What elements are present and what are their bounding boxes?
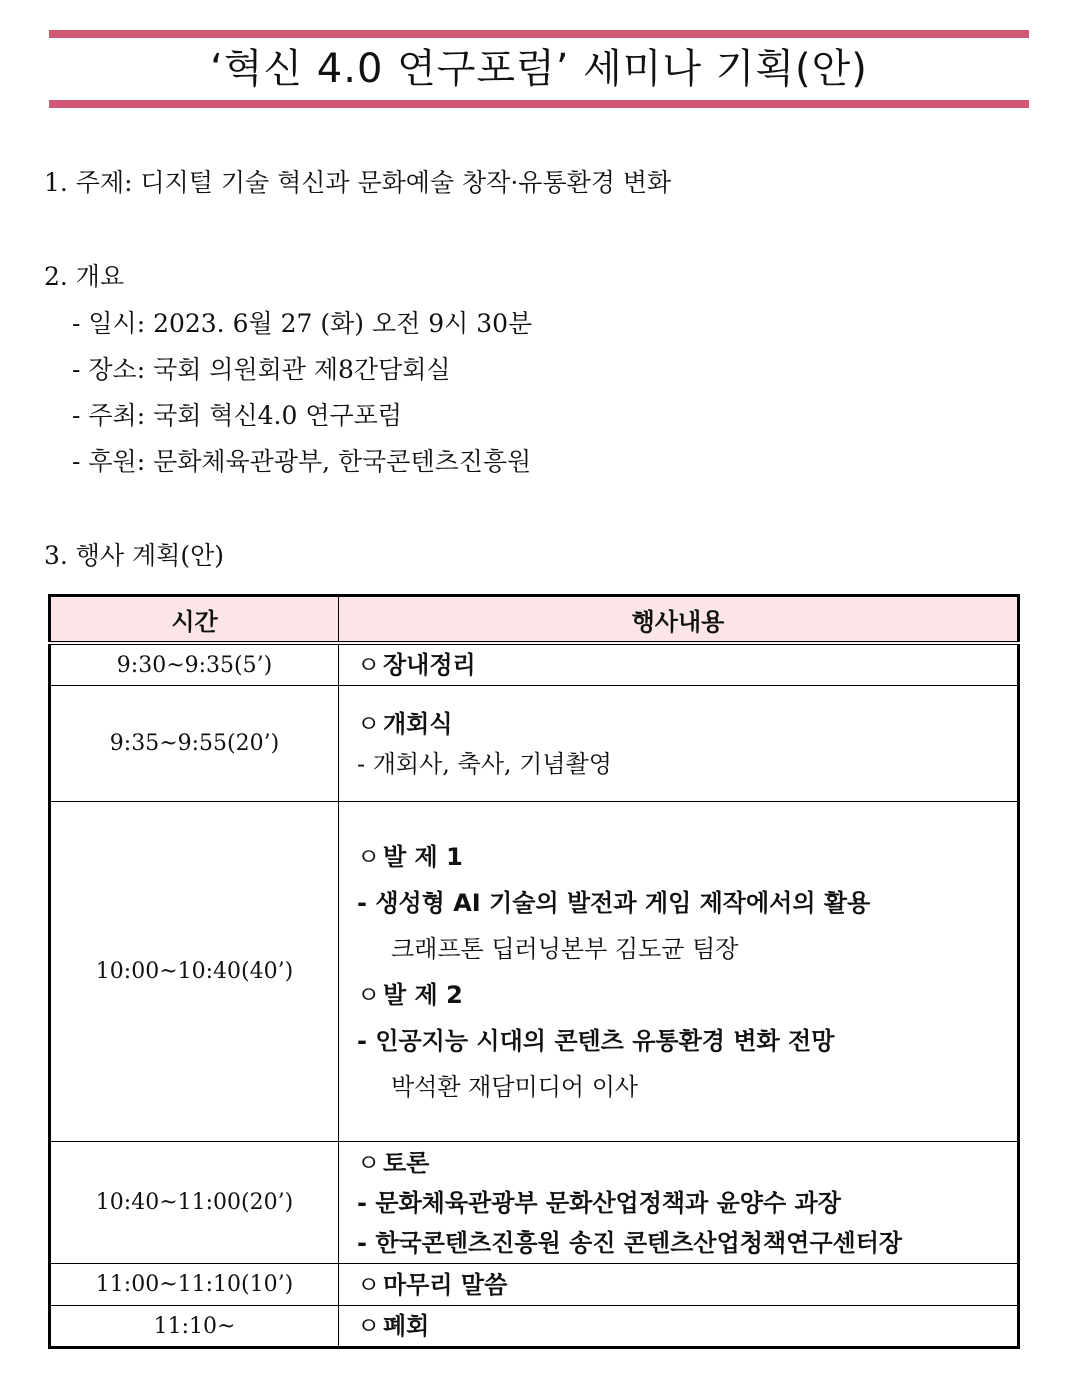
overview-item-venue: - 장소: 국회 의원회관 제8간담회실	[72, 355, 451, 384]
section-topic: 1. 주제: 디지털 기술 혁신과 문화예술 창작·유통환경 변화	[44, 168, 672, 197]
content-line: 폐회	[383, 1312, 430, 1340]
circle-bullet-icon: ㅇ	[357, 1148, 381, 1177]
content-line: 마무리 말씀	[383, 1270, 508, 1299]
document-title: ‘혁신 4.0 연구포럼’ 세미나 기획(안)	[210, 46, 868, 92]
row-time: 11:10~	[50, 1306, 339, 1348]
circle-bullet-icon: ㅇ	[357, 842, 381, 871]
content-line: 크래프톤 딥러닝본부 김도균 팀장	[391, 934, 739, 963]
header-time: 시간	[50, 596, 339, 644]
row-content	[339, 643, 1019, 686]
circle-bullet-icon: ㅇ	[357, 1312, 381, 1340]
schedule-table	[48, 594, 1020, 1349]
content-line: - 한국콘텐츠진흥원 송진 콘텐츠산업청책연구센터장	[357, 1228, 903, 1257]
row-content	[339, 1142, 1019, 1264]
title-bottom-bar	[49, 100, 1029, 108]
circle-bullet-icon: ㅇ	[357, 980, 381, 1009]
circle-bullet-icon: ㅇ	[357, 1270, 381, 1299]
circle-bullet-icon: ㅇ	[357, 709, 381, 738]
row-content	[339, 686, 1019, 802]
table-row	[50, 802, 1019, 1142]
content-line: 토론	[383, 1148, 430, 1177]
document-title-block	[49, 30, 1029, 108]
section-plan: 3. 행사 계획(안)	[44, 541, 225, 570]
content-line: - 개회사, 축사, 기념촬영	[357, 749, 612, 778]
overview-item-date: - 일시: 2023. 6월 27 (화) 오전 9시 30분	[72, 309, 533, 338]
table-header-row	[50, 596, 1019, 644]
content-line: 개회식	[383, 709, 453, 738]
row-time: 10:40~11:00(20’)	[50, 1142, 339, 1264]
content-line: 장내정리	[383, 651, 476, 679]
row-time: 9:35~9:55(20’)	[50, 686, 339, 802]
row-time: 10:00~10:40(40’)	[50, 802, 339, 1142]
row-time: 9:30~9:35(5’)	[50, 643, 339, 686]
row-content	[339, 1264, 1019, 1306]
content-line: - 문화체육관광부 문화산업정책과 윤양수 과장	[357, 1188, 841, 1217]
header-content: 행사내용	[339, 596, 1019, 644]
content-line: - 인공지능 시대의 콘텐츠 유통환경 변화 전망	[357, 1026, 835, 1055]
content-line: 박석환 재담미디어 이사	[391, 1072, 639, 1101]
content-line: - 생성형 AI 기술의 발전과 게임 제작에서의 활용	[357, 888, 871, 917]
row-time: 11:00~11:10(10’)	[50, 1264, 339, 1306]
row-content	[339, 802, 1019, 1142]
table-row	[50, 1264, 1019, 1306]
content-line: 발 제 1	[383, 842, 463, 871]
section-overview: 2. 개요	[44, 262, 125, 291]
table-row	[50, 1142, 1019, 1264]
table-row	[50, 686, 1019, 802]
overview-item-sponsor: - 후원: 문화체육관광부, 한국콘텐츠진흥원	[72, 447, 532, 476]
title-top-bar	[49, 30, 1029, 38]
table-row	[50, 643, 1019, 686]
content-line: 발 제 2	[383, 980, 463, 1009]
row-content	[339, 1306, 1019, 1348]
circle-bullet-icon: ㅇ	[357, 651, 381, 679]
table-row	[50, 1306, 1019, 1348]
overview-item-host: - 주최: 국회 혁신4.0 연구포럼	[72, 401, 402, 430]
